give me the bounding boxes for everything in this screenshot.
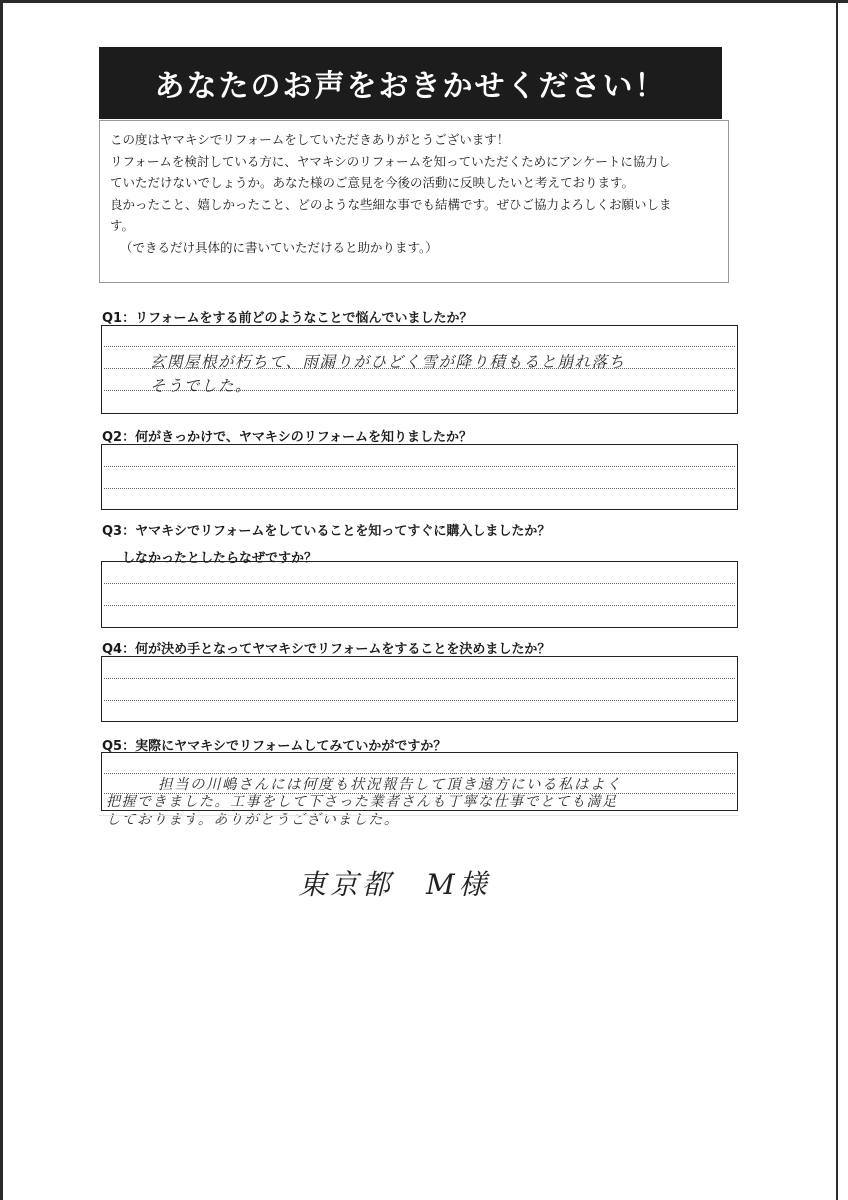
question-2-answer-box[interactable]	[101, 444, 738, 510]
question-4-answer-box[interactable]	[101, 656, 738, 722]
handwritten-answer: 担当の川嶋さんには何度も状況報告して頂き遠方にいる私はよく	[158, 777, 622, 793]
handwritten-signature: 東京都 M様	[298, 868, 491, 901]
question-3-line2: しなかったとしたらなぜですか？	[122, 551, 318, 566]
survey-title: あなたのお声をおきかせください！	[99, 47, 722, 119]
question-5-answer-box[interactable]	[101, 752, 738, 828]
question-1-answer-box[interactable]	[101, 325, 738, 414]
intro-line: す。	[110, 218, 135, 233]
scan-edge	[0, 0, 3, 1200]
intro-line: この度はヤマキシでリフォームをしていただきありがとうございます！	[110, 132, 510, 147]
handwritten-answer: 玄関屋根が朽ちて、雨漏りがひどく雪が降り積もると崩れ落ち	[150, 353, 626, 371]
question-1-label: Q1：リフォームをする前どのようなことで悩んでいましたか？	[102, 311, 473, 326]
intro-line: ていただけないでしょうか。あなた様のご意見を今後の活動に反映したいと考えております。	[110, 175, 635, 190]
question-3-line1: Q3：ヤマキシでリフォームをしていることを知ってすぐに購入しましたか？	[102, 524, 551, 539]
question-3-label	[102, 520, 550, 566]
question-5-label: Q5：実際にヤマキシでリフォームしてみていかがですか？	[102, 739, 447, 754]
scan-edge	[836, 0, 838, 1200]
intro-line: 良かったこと、嬉しかったこと、どのような些細な事でも結構です。ぜひご協力よろしくお願いしま	[110, 196, 672, 212]
intro-box	[99, 120, 729, 283]
question-4-label: Q4：何が決め手となってヤマキシでリフォームをすることを決めましたか？	[102, 642, 551, 657]
divider	[99, 815, 739, 816]
question-3-answer-box[interactable]	[101, 561, 738, 628]
question-2-label: Q2：何がきっかけで、ヤマキシのリフォームを知りましたか？	[102, 430, 473, 445]
handwritten-answer: しております。ありがとうございました。	[106, 812, 400, 828]
scan-edge	[0, 0, 848, 3]
handwritten-answer: 把握できました。工事をして下さった業者さんも丁寧な仕事でとても満足	[106, 794, 618, 810]
handwritten-answer: そうでした。	[150, 377, 253, 395]
intro-line: （できるだけ具体的に書いていただけると助かります。）	[120, 239, 438, 255]
intro-line: リフォームを検討している方に、ヤマキシのリフォームを知っていただくためにアンケートに協力し	[110, 153, 671, 169]
